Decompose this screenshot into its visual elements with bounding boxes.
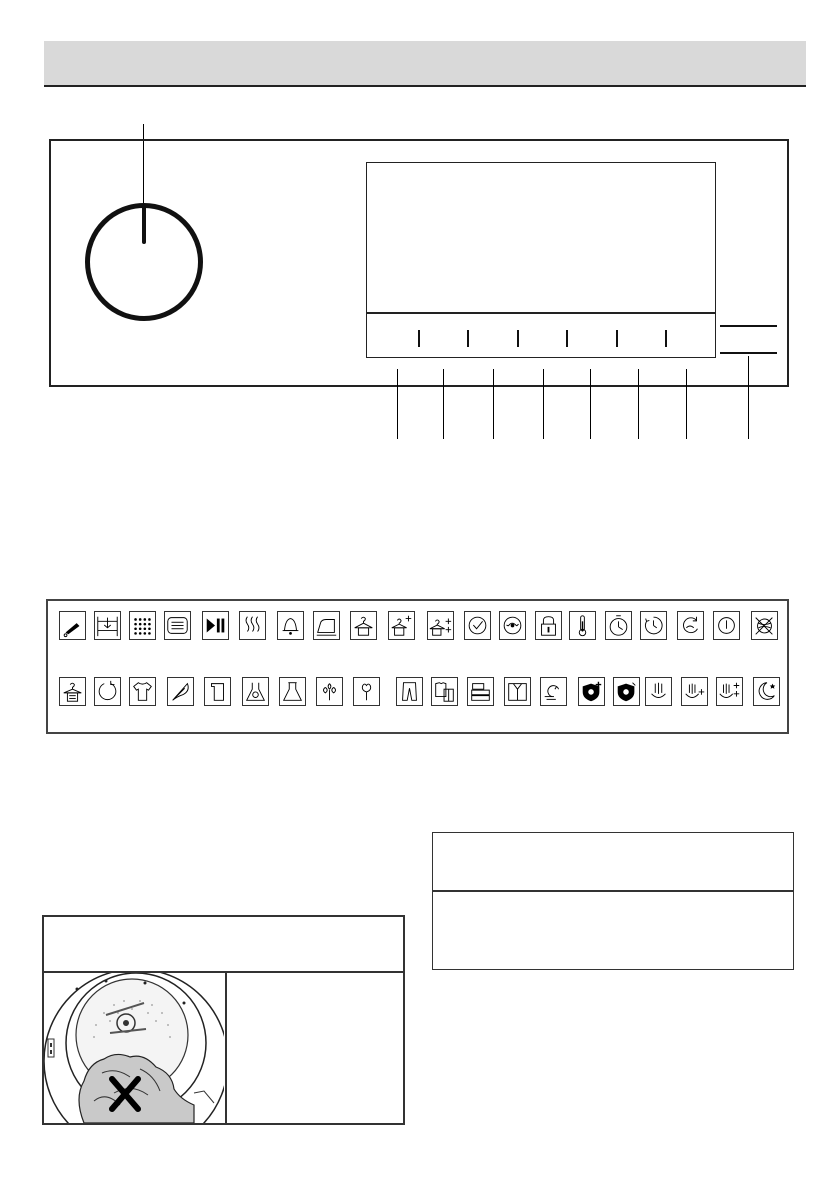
button-callout-line-4 [543,369,544,439]
display-button-divider [366,312,716,314]
power-icon [713,611,740,640]
flask-cotton-icon [242,677,269,706]
shirt-icon [129,677,156,706]
hanger-dry-plus-plus-icon [427,611,454,640]
night-mode-icon [753,677,780,706]
drum-rotate-icon [94,677,121,706]
button-mark-3 [517,330,519,347]
hygiene-icon [613,677,640,706]
start-pause-icon [202,611,229,640]
dot-grid-icon [129,611,156,640]
button-mark-6 [665,330,667,347]
mixed-clothes-icon [431,677,458,706]
info-table-divider [433,890,793,892]
display-outline [366,162,716,358]
button-mark-1 [418,330,420,347]
child-lock-icon [535,611,562,640]
done-check-icon [464,611,491,640]
flask-icon [279,677,306,706]
quick-dry-icon [540,677,567,706]
hanger-dry-icon [350,611,377,640]
drying-level-icon [94,611,121,640]
button-callout-line-2 [443,369,444,439]
timer-icon [605,611,632,640]
temperature-icon [569,611,596,640]
fan-drop-icon [645,677,672,706]
hanger-dry-plus-icon [388,611,415,640]
feather-icon [167,677,194,706]
button-callout-line-1 [397,369,398,439]
display-lines-icon [164,611,191,640]
anti-crease-icon [499,611,526,640]
on-off-button-top-line [720,325,777,327]
drum-overload-illustration [44,973,224,1123]
refresh-icon [677,611,704,640]
cotton-flower-icon [353,677,380,706]
hygiene-plus-icon [578,677,605,706]
bedding-icon [467,677,494,706]
warning-box-column-divider [225,972,227,1124]
button-callout-line-3 [493,369,494,439]
fan-drop-plus-plus-icon [716,677,743,706]
iron-dry-icon [313,611,340,640]
button-callout-line-8 [748,356,749,439]
button-callout-line-7 [686,369,687,439]
button-callout-line-5 [590,369,591,439]
button-mark-2 [467,330,469,347]
buzzer-icon [277,611,304,640]
towel-icon [204,677,231,706]
steam-icon [239,611,266,640]
button-mark-5 [616,330,618,347]
fan-drop-plus-icon [681,677,708,706]
info-table [432,832,794,970]
knob-pointer [142,204,146,244]
button-mark-4 [566,330,568,347]
tree-leaves-icon [316,677,343,706]
on-off-button-bottom-line [720,352,777,354]
cleaning-icon [59,611,86,640]
wool-icon [751,611,778,640]
section-header-bar [44,41,806,87]
button-callout-line-6 [638,369,639,439]
delay-end-icon [640,611,667,640]
jeans-icon [396,677,423,706]
hanger-box-icon [59,677,86,706]
shirt-box-icon [504,677,531,706]
